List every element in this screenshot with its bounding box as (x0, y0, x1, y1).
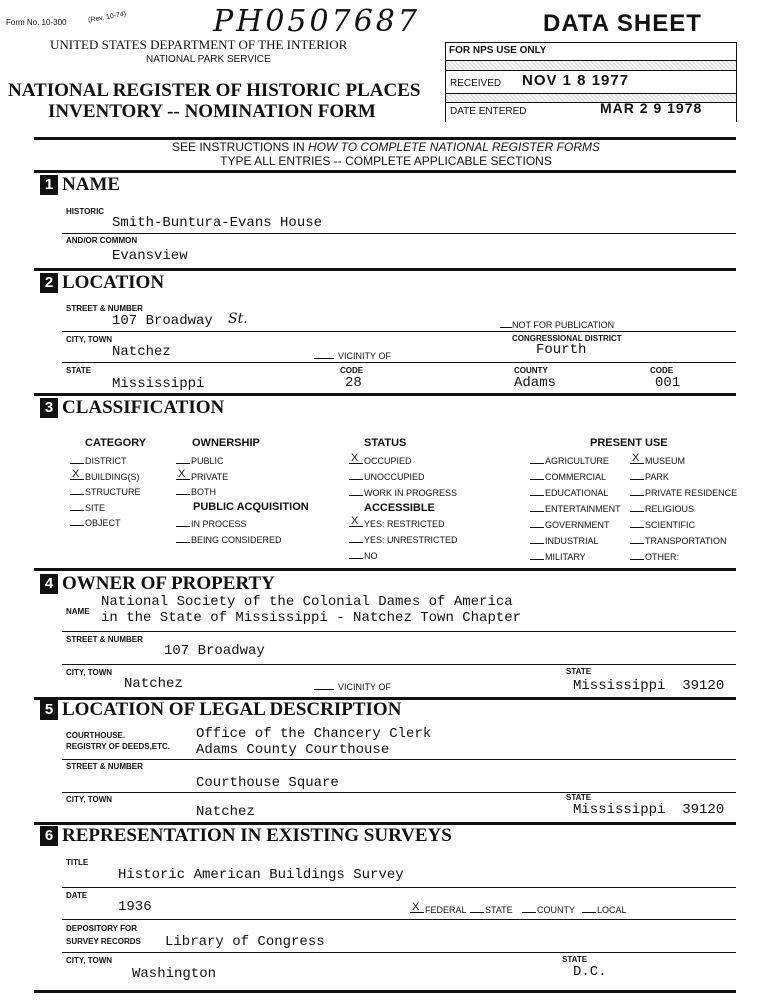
legal-city-label: CITY, TOWN (66, 795, 113, 804)
option-work-in-progress[interactable] (349, 488, 457, 498)
option-being-considered[interactable] (176, 535, 282, 545)
legal-city-value: Natchez (196, 804, 255, 820)
section-5-heading: 5 LOCATION OF LEGAL DESCRIPTION (40, 699, 401, 721)
legal-state-label: STATE (566, 793, 592, 802)
checkbox-blank[interactable] (349, 452, 363, 464)
location-state-value: Mississippi (112, 376, 205, 392)
divider (34, 268, 736, 271)
option-label: PARK (645, 472, 669, 482)
option-label: AGRICULTURE (545, 456, 609, 466)
survey-title-value: Historic American Buildings Survey (118, 867, 404, 883)
divider (34, 170, 736, 173)
historic-name-value: Smith-Buntura-Evans House (112, 215, 323, 231)
checkbox-blank[interactable] (70, 467, 84, 480)
divider (62, 792, 736, 793)
depository-city-label: CITY, TOWN (66, 956, 113, 965)
option-label: MUSEUM (645, 456, 685, 466)
option-local[interactable] (582, 905, 627, 915)
instructions-line2: TYPE ALL ENTRIES -- COMPLETE APPLICABLE SECTIONS (220, 154, 552, 168)
instructions-line1: SEE INSTRUCTIONS IN HOW TO COMPLETE NATIONAL REGISTER FORMS (171, 140, 601, 154)
status-header: STATUS (364, 437, 407, 449)
vicinity-of: VICINITY OF (314, 351, 391, 361)
divider (34, 393, 736, 396)
checkbox-blank[interactable] (349, 558, 363, 559)
form-title-line1: NATIONAL REGISTER OF HISTORIC PLACES (8, 80, 421, 101)
owner-name-label: NAME (66, 607, 90, 616)
accessible-header: ACCESSIBLE (364, 502, 435, 514)
ownership-header: OWNERSHIP (192, 437, 260, 449)
option-structure[interactable] (70, 487, 141, 497)
county-code-value: 001 (655, 375, 681, 391)
data-sheet-stamp: DATA SHEET (543, 10, 702, 37)
option-label: IN PROCESS (191, 519, 247, 529)
owner-street-label: STREET & NUMBER (66, 635, 143, 644)
option-label: OBJECT (85, 518, 121, 528)
checkbox-blank[interactable] (630, 511, 644, 512)
checkbox-blank[interactable] (530, 559, 544, 560)
survey-title-label: TITLE (66, 858, 89, 867)
option-label: WORK IN PROGRESS (364, 488, 458, 498)
county-code-label: CODE (650, 366, 674, 375)
depository-state-value: D.C. (573, 964, 607, 980)
survey-date-label: DATE (66, 891, 88, 900)
option-county[interactable] (522, 905, 575, 915)
option-district[interactable] (70, 456, 127, 466)
divider (62, 233, 736, 234)
option-label: SCIENTIFIC (645, 520, 696, 530)
common-name-value: Evansview (112, 248, 188, 264)
option-label: RELIGIOUS (645, 504, 695, 514)
option-yes-restricted[interactable] (349, 515, 445, 529)
checkbox-blank[interactable] (530, 479, 544, 480)
option-private-residence[interactable] (630, 488, 737, 498)
legal-state-value: Mississippi 39120 (573, 802, 725, 818)
checkbox-blank[interactable] (582, 912, 596, 913)
street-number-label: STREET & NUMBER (66, 304, 143, 313)
option-military[interactable] (530, 552, 586, 562)
option-label: PUBLIC (191, 456, 224, 466)
option-state[interactable] (470, 905, 513, 915)
divider (62, 952, 736, 953)
option-label: YES: UNRESTRICTED (364, 535, 458, 545)
option-private[interactable] (176, 467, 229, 482)
option-label: TRANSPORTATION (645, 536, 727, 546)
option-in-process[interactable] (176, 519, 247, 529)
common-name-label: AND/OR COMMON (66, 236, 138, 245)
divider (62, 664, 736, 665)
checkbox-blank[interactable] (349, 495, 363, 496)
checkbox-blank[interactable] (630, 543, 644, 544)
owner-name-line1: National Society of the Colonial Dames of America (101, 594, 513, 610)
received-date-stamp: NOV 1 8 1977 (522, 72, 630, 89)
option-federal[interactable] (410, 901, 467, 915)
option-educational[interactable] (530, 488, 608, 498)
service-name: NATIONAL PARK SERVICE (146, 54, 271, 65)
option-site[interactable] (70, 503, 105, 513)
section-1-heading: 1 NAME (40, 174, 120, 196)
option-scientific[interactable] (630, 520, 695, 530)
location-city-value: Natchez (112, 344, 171, 360)
option-label: COMMERCIAL (545, 472, 607, 482)
checkbox-blank[interactable] (410, 901, 424, 913)
category-header: CATEGORY (85, 437, 147, 449)
divider (34, 990, 736, 993)
check-mark: X (178, 467, 186, 480)
owner-name-line2: in the State of Mississippi - Natchez Town Chapter (101, 610, 522, 626)
handwritten-reference-number: PH0507687 (213, 4, 420, 39)
state-code-label: CODE (340, 366, 364, 375)
checkbox-blank[interactable] (70, 494, 84, 495)
county-value: Adams (514, 375, 557, 391)
option-label: EDUCATIONAL (545, 488, 609, 498)
option-label: YES: RESTRICTED (364, 519, 445, 529)
checkbox-blank[interactable] (70, 463, 84, 464)
option-yes-unrestricted[interactable] (349, 535, 458, 545)
checkbox-blank[interactable] (349, 479, 363, 480)
courthouse-value-line2: Adams County Courthouse (196, 742, 390, 758)
checkbox-blank[interactable] (530, 495, 544, 496)
option-label: SITE (85, 502, 106, 513)
option-label: DISTRICT (85, 456, 127, 466)
option-industrial[interactable] (530, 536, 599, 546)
checkbox-blank[interactable] (176, 526, 190, 527)
public-acquisition-header: PUBLIC ACQUISITION (193, 501, 309, 513)
owner-vicinity-of: VICINITY OF (314, 682, 391, 692)
city-town-label: CITY, TOWN (66, 335, 113, 344)
courthouse-value-line1: Office of the Chancery Clerk (196, 726, 432, 742)
option-government[interactable] (530, 520, 610, 530)
checkbox-blank[interactable] (349, 515, 363, 527)
location-street-value: 107 Broadway (112, 313, 213, 329)
historic-label: HISTORIC (66, 207, 105, 216)
section-6-heading: 6 REPRESENTATION IN EXISTING SURVEYS (40, 825, 452, 847)
checkbox-blank[interactable] (176, 467, 190, 480)
option-object[interactable] (70, 518, 121, 528)
nps-use-only-box (445, 42, 737, 122)
owner-state-label: STATE (566, 667, 592, 676)
depository-state-label: STATE (562, 955, 588, 964)
option-label: FEDERAL (425, 905, 467, 915)
checkbox-blank[interactable] (630, 559, 644, 560)
section-2-heading: 2 LOCATION (40, 272, 164, 294)
check-mark: X (351, 452, 359, 464)
option-label: NO (364, 551, 378, 561)
department-name: UNITED STATES DEPARTMENT OF THE INTERIOR (50, 37, 348, 52)
survey-date-value: 1936 (118, 899, 152, 915)
divider (34, 568, 736, 571)
option-label: MILITARY (545, 552, 586, 562)
divider (62, 362, 736, 363)
checkbox-blank[interactable] (630, 479, 644, 480)
section-3-heading: 3 CLASSIFICATION (40, 397, 224, 419)
option-label: STATE (485, 905, 513, 915)
checkbox-blank[interactable] (70, 510, 84, 511)
form-revision: (Rev. 10-74) (87, 10, 127, 25)
divider (62, 631, 736, 632)
owner-state-value: Mississippi 39120 (573, 678, 725, 694)
form-title-line2: INVENTORY -- NOMINATION FORM (48, 101, 376, 122)
date-entered-label: DATE ENTERED (450, 106, 527, 117)
option-building-s[interactable] (70, 467, 140, 482)
check-mark: X (351, 515, 359, 527)
option-public[interactable] (176, 456, 224, 466)
option-label: STRUCTURE (85, 487, 141, 497)
legal-street-value: Courthouse Square (196, 775, 339, 791)
option-label: BEING CONSIDERED (191, 535, 282, 545)
option-museum[interactable] (630, 452, 685, 466)
depository-label-line2: SURVEY RECORDS (66, 937, 141, 946)
divider (62, 887, 736, 888)
option-label: GOVERNMENT (545, 520, 610, 530)
state-code-value: 28 (345, 375, 362, 391)
depository-label-line1: DEPOSITORY FOR (66, 924, 137, 933)
option-no[interactable] (349, 551, 378, 561)
courthouse-label: COURTHOUSE. (66, 731, 126, 740)
checkbox-blank[interactable] (176, 542, 190, 543)
owner-street-value: 107 Broadway (164, 643, 265, 659)
depository-value: Library of Congress (165, 934, 325, 950)
option-both[interactable] (176, 487, 216, 497)
present-use-header: PRESENT USE (590, 437, 668, 449)
checkbox-blank[interactable] (470, 912, 484, 913)
option-label: ENTERTAINMENT (545, 504, 621, 514)
option-label: COUNTY (537, 905, 575, 915)
legal-street-label: STREET & NUMBER (66, 762, 143, 771)
checkbox-blank[interactable] (176, 463, 190, 464)
option-label: LOCAL (597, 905, 627, 915)
check-mark: X (72, 467, 80, 480)
option-label: BUILDING(S) (85, 471, 140, 482)
form-number: Form No. 10-300 (6, 18, 67, 27)
owner-city-label: CITY, TOWN (66, 668, 113, 677)
option-label: OCCUPIED (364, 456, 412, 466)
congressional-district-value: Fourth (536, 342, 587, 358)
option-unoccupied[interactable] (349, 472, 425, 482)
divider (62, 331, 736, 332)
owner-city-value: Natchez (124, 676, 183, 692)
street-handwritten-annotation: St. (228, 311, 248, 327)
checkbox-blank[interactable] (349, 542, 363, 543)
nps-use-only-label: FOR NPS USE ONLY (449, 45, 547, 56)
option-commercial[interactable] (530, 472, 606, 482)
checkbox-blank[interactable] (630, 495, 644, 496)
check-mark: X (632, 452, 640, 464)
option-other[interactable] (630, 552, 679, 562)
divider (62, 759, 736, 760)
checkbox-blank[interactable] (530, 463, 544, 464)
option-occupied[interactable] (349, 452, 412, 466)
option-label: PRIVATE (191, 471, 229, 482)
checkbox-blank[interactable] (530, 527, 544, 528)
checkbox-blank[interactable] (522, 912, 536, 913)
checkbox-blank[interactable] (530, 543, 544, 544)
option-label: BOTH (191, 487, 217, 497)
checkbox-blank[interactable] (70, 525, 84, 526)
section-4-heading: 4 OWNER OF PROPERTY (40, 573, 275, 595)
congressional-district-label: CONGRESSIONAL DISTRICT (512, 334, 622, 343)
option-label: PRIVATE RESIDENCE (645, 488, 738, 498)
checkbox-blank[interactable] (630, 527, 644, 528)
option-religious[interactable] (630, 504, 694, 514)
option-label: INDUSTRIAL (545, 536, 599, 546)
not-for-publication: NOT FOR PUBLICATION (500, 320, 614, 330)
received-label: RECEIVED (450, 78, 502, 89)
checkbox-blank[interactable] (630, 452, 644, 464)
option-transportation[interactable] (630, 536, 727, 546)
registry-label: REGISTRY OF DEEDS,ETC. (66, 742, 171, 751)
option-entertainment[interactable] (530, 504, 621, 514)
checkbox-blank[interactable] (530, 511, 544, 512)
option-park[interactable] (630, 472, 669, 482)
checkbox-blank[interactable] (176, 494, 190, 495)
option-agriculture[interactable] (530, 456, 609, 466)
option-label: OTHER: (645, 552, 680, 562)
state-label: STATE (66, 366, 92, 375)
option-label: UNOCCUPIED (364, 472, 425, 482)
county-label: COUNTY (514, 366, 548, 375)
check-mark: X (412, 901, 420, 913)
divider (62, 919, 736, 920)
depository-city-value: Washington (132, 966, 217, 982)
date-entered-stamp: MAR 2 9 1978 (600, 100, 703, 116)
